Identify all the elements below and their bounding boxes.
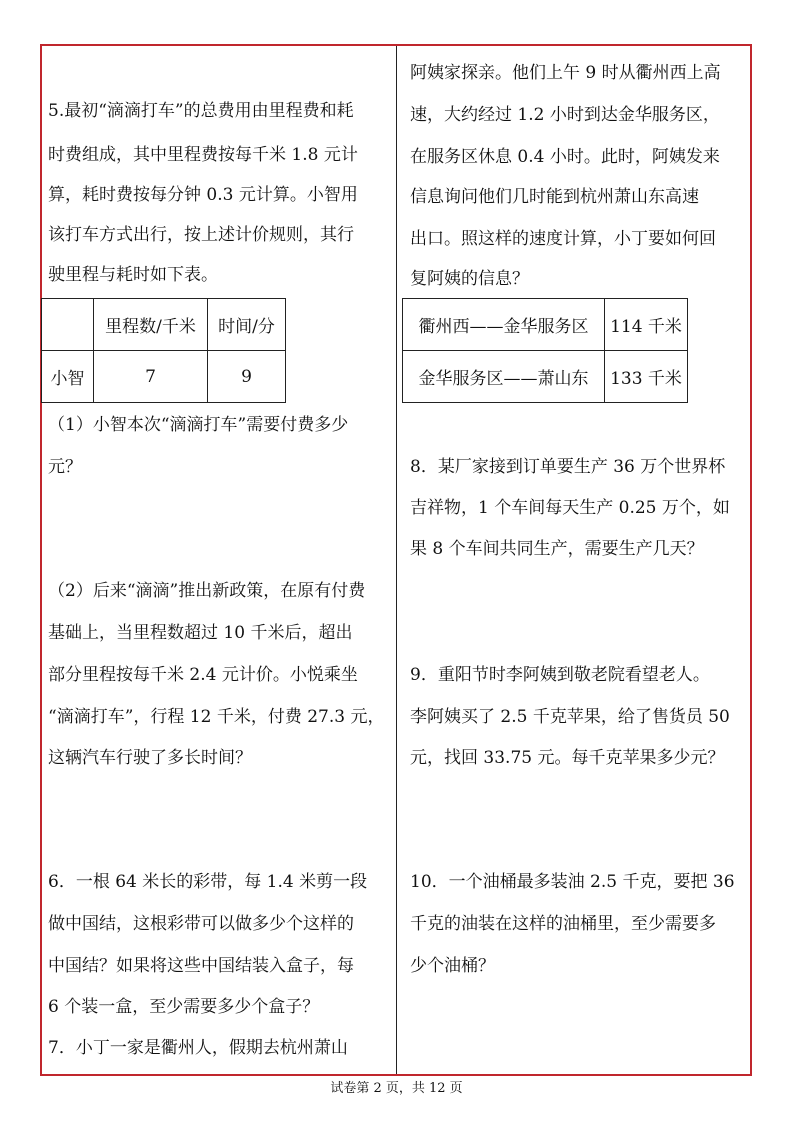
q5-sub2-line: 基础上，当里程数超过 10 千米后，超出 — [48, 623, 353, 643]
table-cell-route: 衢州西——金华服务区 — [403, 299, 605, 351]
q9-line: 元，找回 33.75 元。每千克苹果多少元？ — [410, 748, 725, 768]
q8-line: 吉祥物，1 个车间每天生产 0.25 万个，如 — [410, 498, 730, 518]
q7-line: 出口。照这样的速度计算，小丁要如何回 — [410, 229, 716, 249]
table-cell: 小智 — [42, 351, 94, 403]
q10-line: 10．一个油桶最多装油 2.5 千克，要把 36 — [410, 872, 735, 892]
table-header-cell — [42, 299, 94, 351]
q6-line: 中国结？如果将这些中国结装入盒子，每 — [48, 956, 354, 976]
q5-sub2-line: 这辆汽车行驶了多长时间？ — [48, 748, 252, 768]
q8-line: 果 8 个车间共同生产，需要生产几天？ — [410, 539, 704, 559]
q10-line: 千克的油装在这样的油桶里，至少需要多 — [410, 914, 716, 934]
q5-line: 时费组成，其中里程费按每千米 1.8 元计 — [48, 145, 358, 165]
q5-sub1-line: （1）小智本次“滴滴打车”需要付费多少 — [48, 415, 349, 435]
q5-line: 该打车方式出行，按上述计价规则，其行 — [48, 225, 354, 245]
q7-line: 阿姨家探亲。他们上午 9 时从衢州西上高 — [410, 63, 721, 83]
q6-line: 做中国结，这根彩带可以做多少个这样的 — [48, 914, 354, 934]
table-cell-route: 金华服务区——萧山东 — [403, 351, 605, 403]
q5-sub2-line: （2）后来“滴滴”推出新政策，在原有付费 — [48, 581, 366, 601]
q7-line: 速，大约经过 1.2 小时到达金华服务区， — [410, 105, 720, 125]
q7-line: 复阿姨的信息？ — [410, 269, 529, 289]
q6-line: 6 个装一盒，至少需要多少个盒子？ — [48, 997, 320, 1017]
table-header-cell: 里程数/千米 — [94, 299, 208, 351]
q6-line: 6．一根 64 米长的彩带，每 1.4 米剪一段 — [48, 872, 368, 892]
table-row — [42, 299, 286, 351]
page-footer: 试卷第 2 页，共 12 页 — [330, 1081, 463, 1096]
q5-line: 算，耗时费按每分钟 0.3 元计算。小智用 — [48, 185, 358, 205]
table-cell-distance: 114 千米 — [605, 299, 688, 351]
table-cell: 7 — [94, 351, 208, 403]
q7-start: 7．小丁一家是衢州人，假期去杭州萧山 — [48, 1038, 348, 1058]
q10-line: 少个油桶？ — [410, 956, 495, 976]
table-cell: 9 — [208, 351, 286, 403]
column-divider — [396, 46, 397, 1074]
table-row — [403, 299, 688, 351]
q5-line: 5.最初“滴滴打车”的总费用由里程费和耗 — [48, 101, 354, 121]
table-cell-distance: 133 千米 — [605, 351, 688, 403]
q5-sub1-line: 元？ — [48, 457, 82, 477]
q7-line: 在服务区休息 0.4 小时。此时，阿姨发来 — [410, 147, 720, 167]
q5-line: 驶里程与耗时如下表。 — [48, 265, 218, 285]
table-row — [42, 351, 286, 403]
q5-sub2-line: 部分里程按每千米 2.4 元计价。小悦乘坐 — [48, 665, 358, 685]
q5-sub2-line: “滴滴打车”，行程 12 千米，付费 27.3 元， — [48, 707, 385, 727]
q8-line: 8．某厂家接到订单要生产 36 万个世界杯 — [410, 457, 726, 477]
q7-line: 信息询问他们几时能到杭州萧山东高速 — [410, 187, 699, 207]
table-header-cell: 时间/分 — [208, 299, 286, 351]
table-row — [403, 351, 688, 403]
q9-line: 李阿姨买了 2.5 千克苹果，给了售货员 50 — [410, 707, 730, 727]
q9-line: 9．重阳节时李阿姨到敬老院看望老人。 — [410, 665, 710, 685]
q7-distance-table — [402, 298, 688, 403]
q5-table — [41, 298, 286, 403]
